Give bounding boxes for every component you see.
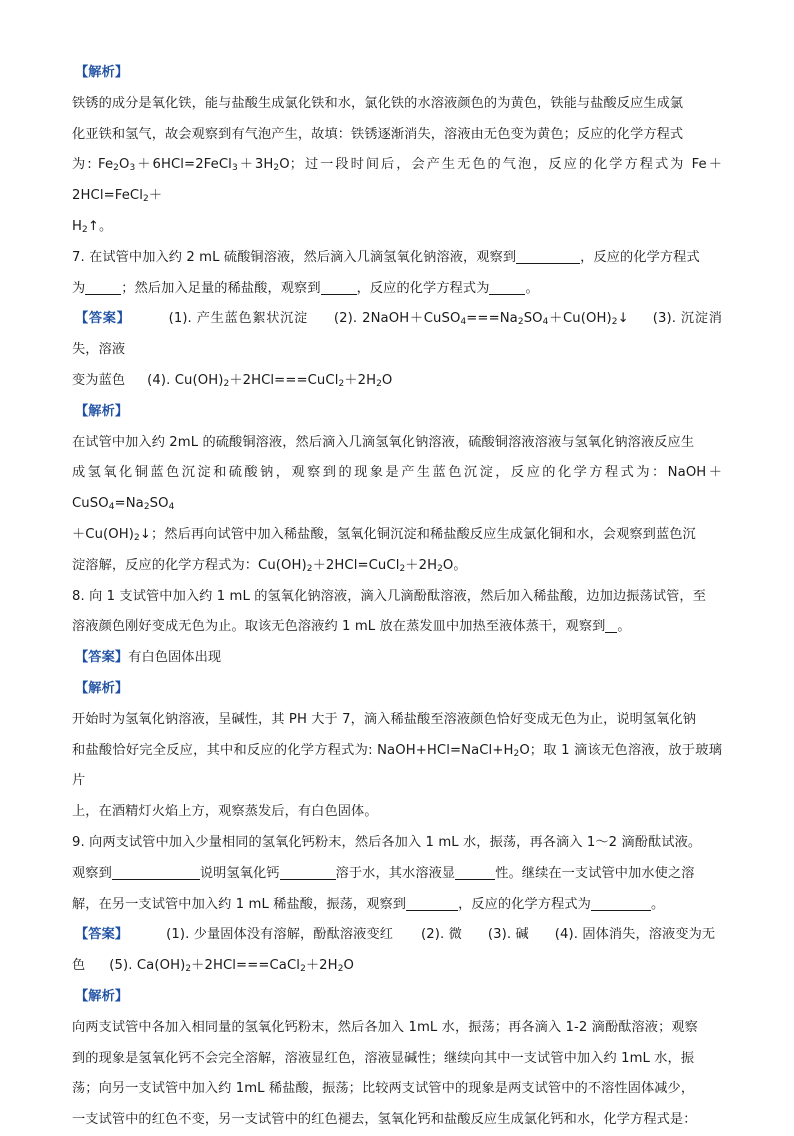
answer-9: 【答案】 (1). 少量固体没有溶解，酚酞溶液变红 (2). 微 (3). 碱 (4). 固体消失，溶液变为无 色 (5). $Ca(OH)_2+2HCl===CaCl_2+2H_2O$ (72, 927, 716, 975)
document-page (72, 58, 722, 1136)
analysis-text-a: 铁锈的成分是氧化铁，能与盐酸生成氯化铁和水，氯化铁的水溶液颜色的为黄色，铁能与盐酸反应生成氯 化亚铁和氢气，故会观察到有气泡产生，故填：铁锈逐渐消失，溶液由无色变为黄色；反应的化学方程式 为: $Fe_2O_3+6HCl=2FeCl_3+3H_2O$；过一段时间后，会产生无色的气泡，反应的化学方程式为 Fe＋2HCl=FeCl$_2$＋ $H_2↑$。 (72, 95, 722, 235)
answer-blank (489, 279, 525, 295)
analysis-text-7: 在试管中加入约 2mL 的硫酸铜溶液，然后滴入几滴氢氧化钠溶液，硫酸铜溶液溶液与氢氧化钠溶液反应生 成氢氧化铜蓝色沉淀和硫酸钠，观察到的现象是产生蓝色沉淀，反应的化学方程式为：$NaOH+CuSO_4=Na_2SO_4$ $+Cu(OH)_2↓$；然后再向试管中加入稀盐酸，氢氧化铜沉淀和稀盐酸反应生成氯化铜和水，会观察到蓝色沉 淀溶解，反应的化学方程式为：$Cu(OH)_2+2HCl=CuCl_2+2H_2O$。 (72, 434, 722, 574)
analysis-text-9: 向两支试管中各加入相同量的氢氧化钙粉末，然后各加入 1mL 水，振荡；再各滴入 1-2 滴酚酞溶液；观察 到的现象是氢氧化钙不会完全溶解，溶液显红色，溶液显碱性；继续向其中一支试管中加入约 1mL 水，振 荡；向另一支试管中加入约 1mL 稀盐酸，振荡；比较两支试管中的现象是两支试管中的不溶性固体减少， 一支试管中的红色不变，另一支试管中的红色褪去，氢氧化钙和盐酸反应生成氯化钙和水，化学方程式是： (72, 1019, 698, 1128)
question-8: 8. 向 1 支试管中加入约 1 mL 的氢氧化钠溶液，滴入几滴酚酞溶液，然后加入稀盐酸，边加边振荡试管，至 溶液颜色刚好变成无色为止。取该无色溶液约 1 mL 放在蒸发皿中加热至液体蒸干，观察到 。 (72, 588, 706, 635)
answer-blank (455, 864, 495, 880)
answer-8: 【答案】有白色固体出现 (75, 650, 222, 666)
answer-blank (112, 864, 200, 880)
analysis-label-9: 【解析】 (75, 988, 129, 1004)
answer-blank (406, 895, 458, 911)
answer-7: 【答案】 (1). 产生蓝色絮状沉淀 (2). $2NaOH+CuSO_4===Na_2SO_4+Cu(OH)_2↓$ (3). 沉淀消失，溶液 变为蓝色 (4). $Cu(OH)_2+2HCl===CuCl_2+2H_2O$ (72, 311, 722, 389)
analysis-label-8: 【解析】 (75, 680, 129, 696)
answer-blank (591, 895, 651, 911)
answer-blank (605, 617, 617, 633)
analysis-label-7: 【解析】 (75, 403, 129, 419)
question-7: 7. 在试管中加入约 2 mL 硫酸铜溶液，然后滴入几滴氢氧化钠溶液，观察到 ，反应的化学方程式 为 ；然后加入足量的稀盐酸，观察到 ，反应的化学方程式为 。 (72, 249, 700, 296)
answer-blank (321, 279, 357, 295)
answer-blank (280, 864, 336, 880)
answer-blank (85, 279, 121, 295)
analysis-text-8: 开始时为氢氧化钠溶液，呈碱性，其 PH 大于 7，滴入稀盐酸至溶液颜色恰好变成无色为止，说明氢氧化钠 和盐酸恰好完全反应，其中和反应的化学方程式为: $NaOH+HCl=NaCl+H_2O$；取 1 滴该无色溶液，放于玻璃片 上，在酒精灯火焰上方，观察蒸发后，有白色固体。 (72, 711, 723, 820)
analysis-label-a: 【解析】 (75, 65, 129, 80)
answer-blank (516, 248, 580, 264)
question-9: 9. 向两支试管中加入少量相同的氢氧化钙粉末，然后各加入 1 mL 水，振荡，再各滴入 1～2 滴酚酞试液。 观察到 说明氢氧化钙 溶于水，其水溶液显 性。继续在一支试管中加水使之溶 解，在另一支试管中加入约 1 mL 稀盐酸，振荡，观察到 ，反应的化学方程式为 。 (72, 834, 702, 912)
